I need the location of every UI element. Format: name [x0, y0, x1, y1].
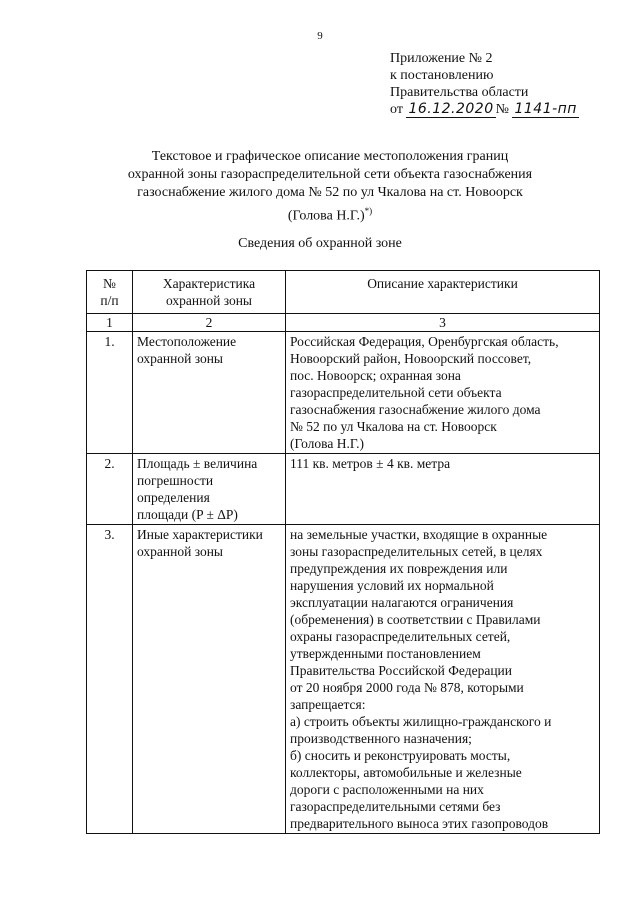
- section-subtitle: Сведения об охранной зоне: [238, 236, 402, 251]
- header-characteristic: Характеристика охранной зоны: [133, 271, 286, 314]
- number-sign: №: [495, 102, 509, 117]
- table-row: [87, 525, 600, 834]
- table-header-row: [87, 271, 600, 314]
- header-description: Описание характеристики: [286, 271, 600, 314]
- row-characteristic: Иные характеристики охранной зоны: [133, 525, 286, 834]
- row-number: 3.: [87, 525, 133, 834]
- page-number: 9: [317, 30, 323, 42]
- row-description: 111 кв. метров ± 4 кв. метра: [286, 454, 600, 525]
- appendix-line-2: к постановлению: [390, 68, 494, 83]
- decree-date: 16.12.2020: [408, 101, 494, 117]
- table-row: [87, 332, 600, 454]
- appendix-line-3: Правительства области: [390, 85, 529, 100]
- footnote-mark: *): [364, 206, 373, 216]
- protection-zone-table: [86, 270, 600, 834]
- document-title: [60, 148, 600, 226]
- column-number-3: 3: [286, 314, 600, 332]
- row-number: 1.: [87, 332, 133, 454]
- appendix-line-1: Приложение № 2: [390, 51, 493, 66]
- row-description: Российская Федерация, Оренбургская область, Новоорский район, Новоорский поссовет, пос. Новоорск; охранная зона газораспределительной сети объекта газоснабжения газоснабжение жилого дома № 52 по ул Чкалова на ст. Новоорск (Голова Н.Г.): [286, 332, 600, 454]
- header-number: № п/п: [87, 271, 133, 314]
- table-row: [87, 454, 600, 525]
- row-number: 2.: [87, 454, 133, 525]
- column-number-row: [87, 314, 600, 332]
- row-description: на земельные участки, входящие в охранные зоны газораспределительных сетей, в целях предупреждения их повреждения или нарушения условий их нормальной эксплуатации налагаются ограничения (обременения) в соответствии с Правилами охраны газораспределительных сетей, утвержденными постановлением Правительства Российской Федерации от 20 ноября 2000 года № 878, которыми запрещается: а) строить объекты жилищно-гражданского и производственного назначения; б) сносить и реконструировать мосты, коллекторы, автомобильные и железные дороги с расположенными на них газораспределительными сетями без предварительного выноса этих газопроводов: [286, 525, 600, 834]
- from-prefix: от: [390, 102, 403, 117]
- row-characteristic: Местоположение охранной зоны: [133, 332, 286, 454]
- title-text: Текстовое и графическое описание местоположения границ охранной зоны газораспределительной сети объекта газоснабжения газоснабжение жилого дома № 52 по ул Чкалова на ст. Новоорск (Голова Н.Г.): [127, 149, 533, 224]
- row-characteristic: Площадь ± величина погрешности определения площади (P ± ΔP): [133, 454, 286, 525]
- decree-number: 1141-пп: [514, 101, 577, 117]
- column-number-1: 1: [87, 314, 133, 332]
- column-number-2: 2: [133, 314, 286, 332]
- appendix-header: [390, 50, 620, 118]
- decree-line: [390, 101, 620, 118]
